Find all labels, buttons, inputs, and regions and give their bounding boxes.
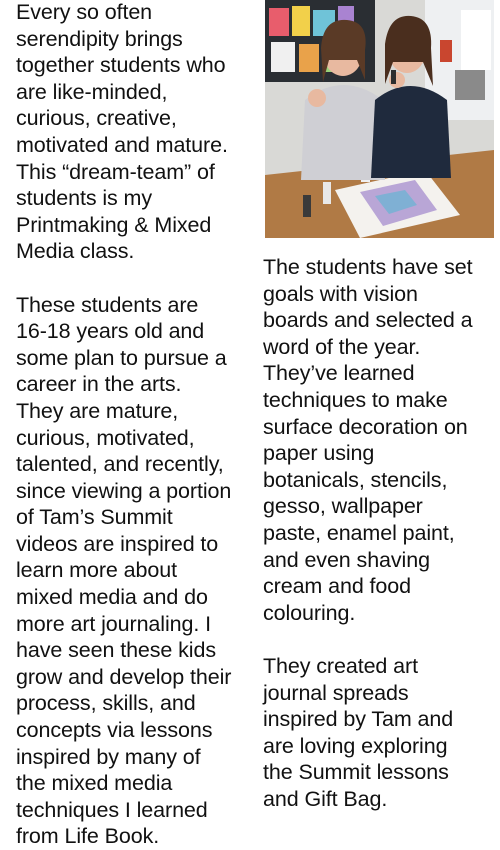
text-line: inspired by many of xyxy=(16,744,201,769)
text-line: 16-18 years old and xyxy=(16,319,205,344)
text-line: mixed media and do xyxy=(16,585,208,610)
text-line: goals with vision xyxy=(263,281,418,306)
text-line: concepts via lessons xyxy=(16,718,213,743)
text-line: These students are xyxy=(16,292,199,317)
paragraph-journal-spreads xyxy=(263,653,498,813)
text-line: surface decoration on xyxy=(263,414,468,439)
text-line: process, skills, and xyxy=(16,691,196,716)
text-line: together students who xyxy=(16,53,226,78)
text-line: gesso, wallpaper xyxy=(263,494,423,519)
text-line: This “dream-team” of xyxy=(16,159,215,184)
text-line: students is my xyxy=(16,186,153,211)
text-line: They are mature, xyxy=(16,398,179,423)
text-line: some plan to pursue a xyxy=(16,345,227,370)
text-line: career in the arts. xyxy=(16,372,182,397)
text-line: videos are inspired to xyxy=(16,531,219,556)
text-line: grow and develop their xyxy=(16,664,232,689)
text-line: talented, and recently, xyxy=(16,452,224,477)
paragraph-techniques xyxy=(263,254,498,626)
text-line: boards and selected a xyxy=(263,308,473,333)
text-line: The students have set xyxy=(263,255,473,279)
paragraph-intro xyxy=(16,0,256,265)
text-line: of Tam’s Summit xyxy=(16,505,173,530)
text-line: paste, enamel paint, xyxy=(263,520,455,545)
text-line: learn more about xyxy=(16,558,177,583)
text-line: from Life Book. xyxy=(16,824,160,849)
text-line: botanicals, stencils, xyxy=(263,467,448,492)
text-line: techniques to make xyxy=(263,387,448,412)
text-line: cream and food xyxy=(263,574,411,599)
text-line: Media class. xyxy=(16,239,135,264)
text-line: are like-minded, xyxy=(16,79,168,104)
left-text-column xyxy=(16,0,256,850)
text-line: the mixed media xyxy=(16,771,173,796)
text-line: curious, creative, xyxy=(16,106,177,131)
text-line: and even shaving xyxy=(263,547,430,572)
class-photo xyxy=(265,0,494,238)
right-text-column xyxy=(263,254,498,812)
text-line: inspired by Tam and xyxy=(263,707,454,732)
text-line: motivated and mature. xyxy=(16,132,228,157)
text-line: more art journaling. I xyxy=(16,611,211,636)
text-line: techniques I learned xyxy=(16,797,208,822)
text-line: curious, motivated, xyxy=(16,425,195,450)
text-line: are loving exploring xyxy=(263,733,448,758)
text-line: Printmaking & Mixed xyxy=(16,212,212,237)
text-line: colouring. xyxy=(263,600,356,625)
text-line: the Summit lessons xyxy=(263,760,449,785)
text-line: They’ve learned xyxy=(263,361,415,386)
text-line: paper using xyxy=(263,441,375,466)
text-line: They created art xyxy=(263,653,418,678)
text-line: Every so often xyxy=(16,0,153,24)
text-line: and Gift Bag. xyxy=(263,786,388,811)
text-line: have seen these kids xyxy=(16,638,216,663)
text-line: journal spreads xyxy=(263,680,409,705)
text-line: serendipity brings xyxy=(16,26,183,51)
text-line: since viewing a portion xyxy=(16,478,232,503)
text-line: word of the year. xyxy=(263,334,421,359)
paragraph-students xyxy=(16,292,256,850)
